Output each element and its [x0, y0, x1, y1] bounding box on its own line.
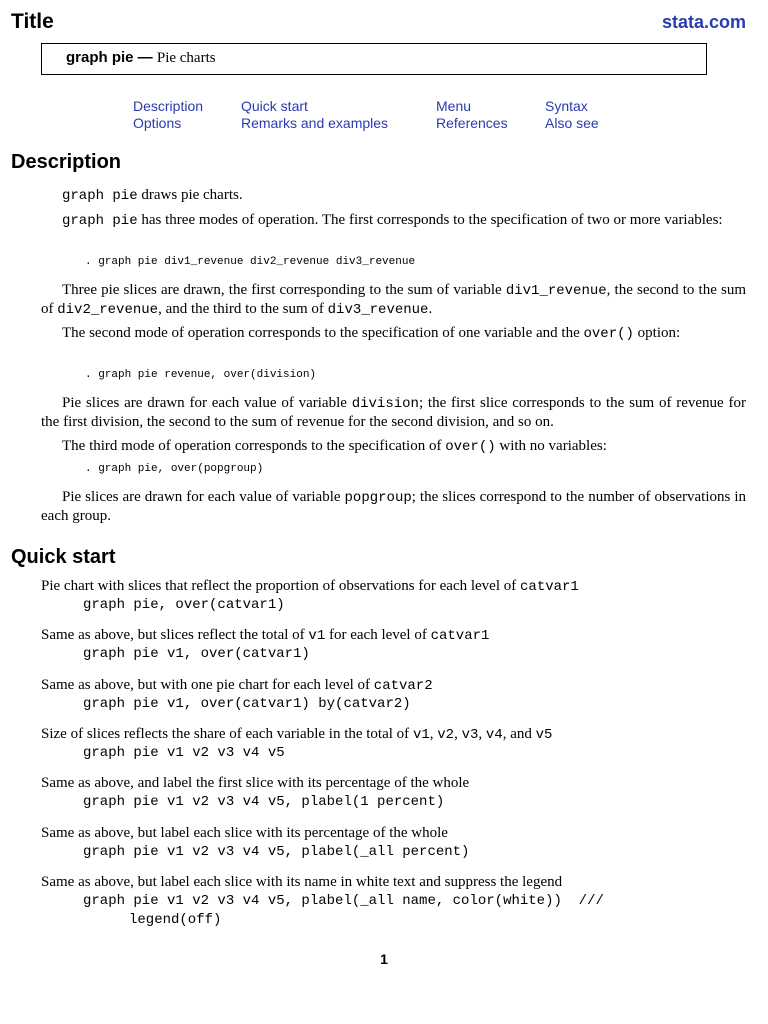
- nav-column-3: [436, 98, 508, 132]
- quick-start-command: graph pie v1 v2 v3 v4 v5, plabel(_all percent): [83, 844, 470, 860]
- quick-start-command: graph pie v1, over(catvar1): [83, 646, 310, 662]
- paragraph-text: with no variables:: [495, 438, 607, 454]
- paragraph-text: Pie slices are drawn for each value of variable: [62, 489, 345, 505]
- nav-link-references[interactable]: References: [436, 115, 508, 131]
- description-text: , and: [502, 726, 536, 742]
- code-example-3: . graph pie, over(popgroup): [85, 463, 264, 475]
- quick-start-command: graph pie v1 v2 v3 v4 v5, plabel(_all name, color(white)) ///: [83, 893, 604, 909]
- description-paragraph-3: [41, 281, 746, 319]
- description-text: Same as above, but slices reflect the total of: [41, 627, 309, 643]
- description-paragraph-7: [41, 488, 746, 526]
- description-paragraph-4: [41, 324, 746, 343]
- quick-start-item: [41, 676, 746, 714]
- nav-link-also-see[interactable]: Also see: [545, 115, 599, 131]
- paragraph-text: ; the first slice corresponds to the sum of revenue for the first division, the second to the sum of revenue for the second division, and so on.: [41, 395, 746, 430]
- nav-link-remarks[interactable]: Remarks and examples: [241, 115, 389, 131]
- description-paragraph-6: [41, 437, 746, 456]
- quick-start-description: [41, 725, 746, 744]
- description-text: ,: [429, 726, 438, 742]
- inline-code: catvar1: [520, 579, 579, 595]
- inline-code: div3_revenue: [327, 302, 429, 318]
- paragraph-text: Pie slices are drawn for each value of variable: [62, 395, 352, 411]
- paragraph-text: , and the third to the sum of: [158, 301, 328, 317]
- inline-code: v1: [308, 628, 326, 644]
- title-dash: —: [133, 49, 157, 66]
- title-box-content: [66, 49, 216, 67]
- inline-code: catvar1: [430, 628, 490, 644]
- paragraph-text: option:: [633, 325, 681, 341]
- description-text: Pie chart with slices that reflect the proportion of observations for each level of: [41, 578, 521, 594]
- quick-start-item: [41, 873, 746, 930]
- quick-start-item: [41, 725, 746, 763]
- nav-link-description[interactable]: Description: [133, 98, 204, 114]
- inline-code: graph pie: [62, 188, 138, 204]
- inline-code: v1: [412, 727, 430, 743]
- quick-start-description: [41, 676, 746, 695]
- nav-link-quick-start[interactable]: Quick start: [241, 98, 308, 114]
- quick-start-item: [41, 626, 746, 664]
- quick-start-command-continuation: legend(off): [129, 912, 222, 928]
- nav-column-1: [133, 98, 203, 132]
- title-box: [41, 43, 707, 75]
- quick-start-description: [41, 626, 746, 645]
- quick-start-command: graph pie, over(catvar1): [83, 597, 285, 613]
- paragraph-text: The second mode of operation corresponds to the specification of one variable and the: [62, 325, 584, 341]
- quick-start-item: [41, 577, 746, 615]
- code-example-2: . graph pie revenue, over(division): [85, 369, 317, 381]
- command-description: Pie charts: [156, 50, 216, 66]
- nav-column-2: [241, 98, 388, 132]
- inline-code: popgroup: [344, 490, 412, 506]
- code-example-1: . graph pie div1_revenue div2_revenue div3_revenue: [85, 256, 416, 268]
- quick-start-heading: Quick start: [11, 546, 116, 568]
- nav-link-menu[interactable]: Menu: [436, 98, 472, 114]
- inline-code: div2_revenue: [57, 302, 159, 318]
- inline-code: over(): [445, 439, 496, 455]
- quick-start-command: graph pie v1 v2 v3 v4 v5: [83, 745, 285, 761]
- paragraph-text: has three modes of operation. The first corresponds to the specification of two or more variables:: [137, 212, 723, 228]
- paragraph-text: , the second to the sum of: [41, 282, 747, 317]
- stata-site-link[interactable]: stata.com: [661, 12, 746, 32]
- description-text: ,: [454, 726, 462, 742]
- description-heading: Description: [11, 151, 122, 173]
- page-title: Title: [11, 10, 54, 33]
- inline-code: v5: [535, 727, 553, 743]
- paragraph-text: The third mode of operation corresponds to the specification of: [62, 438, 446, 454]
- quick-start-item: [41, 774, 746, 812]
- paragraph-text: ; the slices correspond to the number of observations in each group.: [41, 489, 746, 524]
- quick-start-item: [41, 824, 746, 862]
- description-paragraph-5: [41, 394, 746, 432]
- quick-start-description: [41, 577, 746, 596]
- inline-code: v4: [485, 727, 503, 743]
- nav-link-syntax[interactable]: Syntax: [545, 98, 588, 114]
- quick-start-description: Same as above, but label each slice with its percentage of the whole: [41, 825, 448, 841]
- description-paragraph-2: [41, 211, 746, 230]
- inline-code: division: [351, 396, 419, 412]
- quick-start-description: Same as above, and label the first slice with its percentage of the whole: [41, 775, 470, 791]
- paragraph-text: .: [428, 301, 433, 317]
- inline-code: catvar2: [373, 678, 433, 694]
- description-text: ,: [478, 726, 486, 742]
- paragraph-text: draws pie charts.: [137, 187, 243, 203]
- description-text: Same as above, but with one pie chart for each level of: [41, 677, 374, 693]
- inline-code: v2: [437, 727, 455, 743]
- quick-start-command: graph pie v1 v2 v3 v4 v5, plabel(1 percent): [83, 794, 445, 810]
- description-text: Size of slices reflects the share of each variable in the total of: [41, 726, 413, 742]
- quick-start-description: Same as above, but label each slice with its name in white text and suppress the legend: [41, 874, 563, 890]
- inline-code: graph pie: [62, 213, 138, 229]
- nav-link-options[interactable]: Options: [133, 115, 182, 131]
- quick-start-command: graph pie v1, over(catvar1) by(catvar2): [83, 696, 411, 712]
- paragraph-text: Three pie slices are drawn, the first corresponding to the sum of variable: [62, 282, 506, 298]
- inline-code: v3: [461, 727, 479, 743]
- inline-code: over(): [583, 326, 634, 342]
- description-paragraph-1: [41, 186, 746, 205]
- command-name: graph pie: [66, 49, 134, 66]
- inline-code: div1_revenue: [505, 283, 607, 299]
- page-number: 1: [380, 951, 388, 967]
- description-text: for each level of: [325, 627, 431, 643]
- nav-column-4: [545, 98, 599, 132]
